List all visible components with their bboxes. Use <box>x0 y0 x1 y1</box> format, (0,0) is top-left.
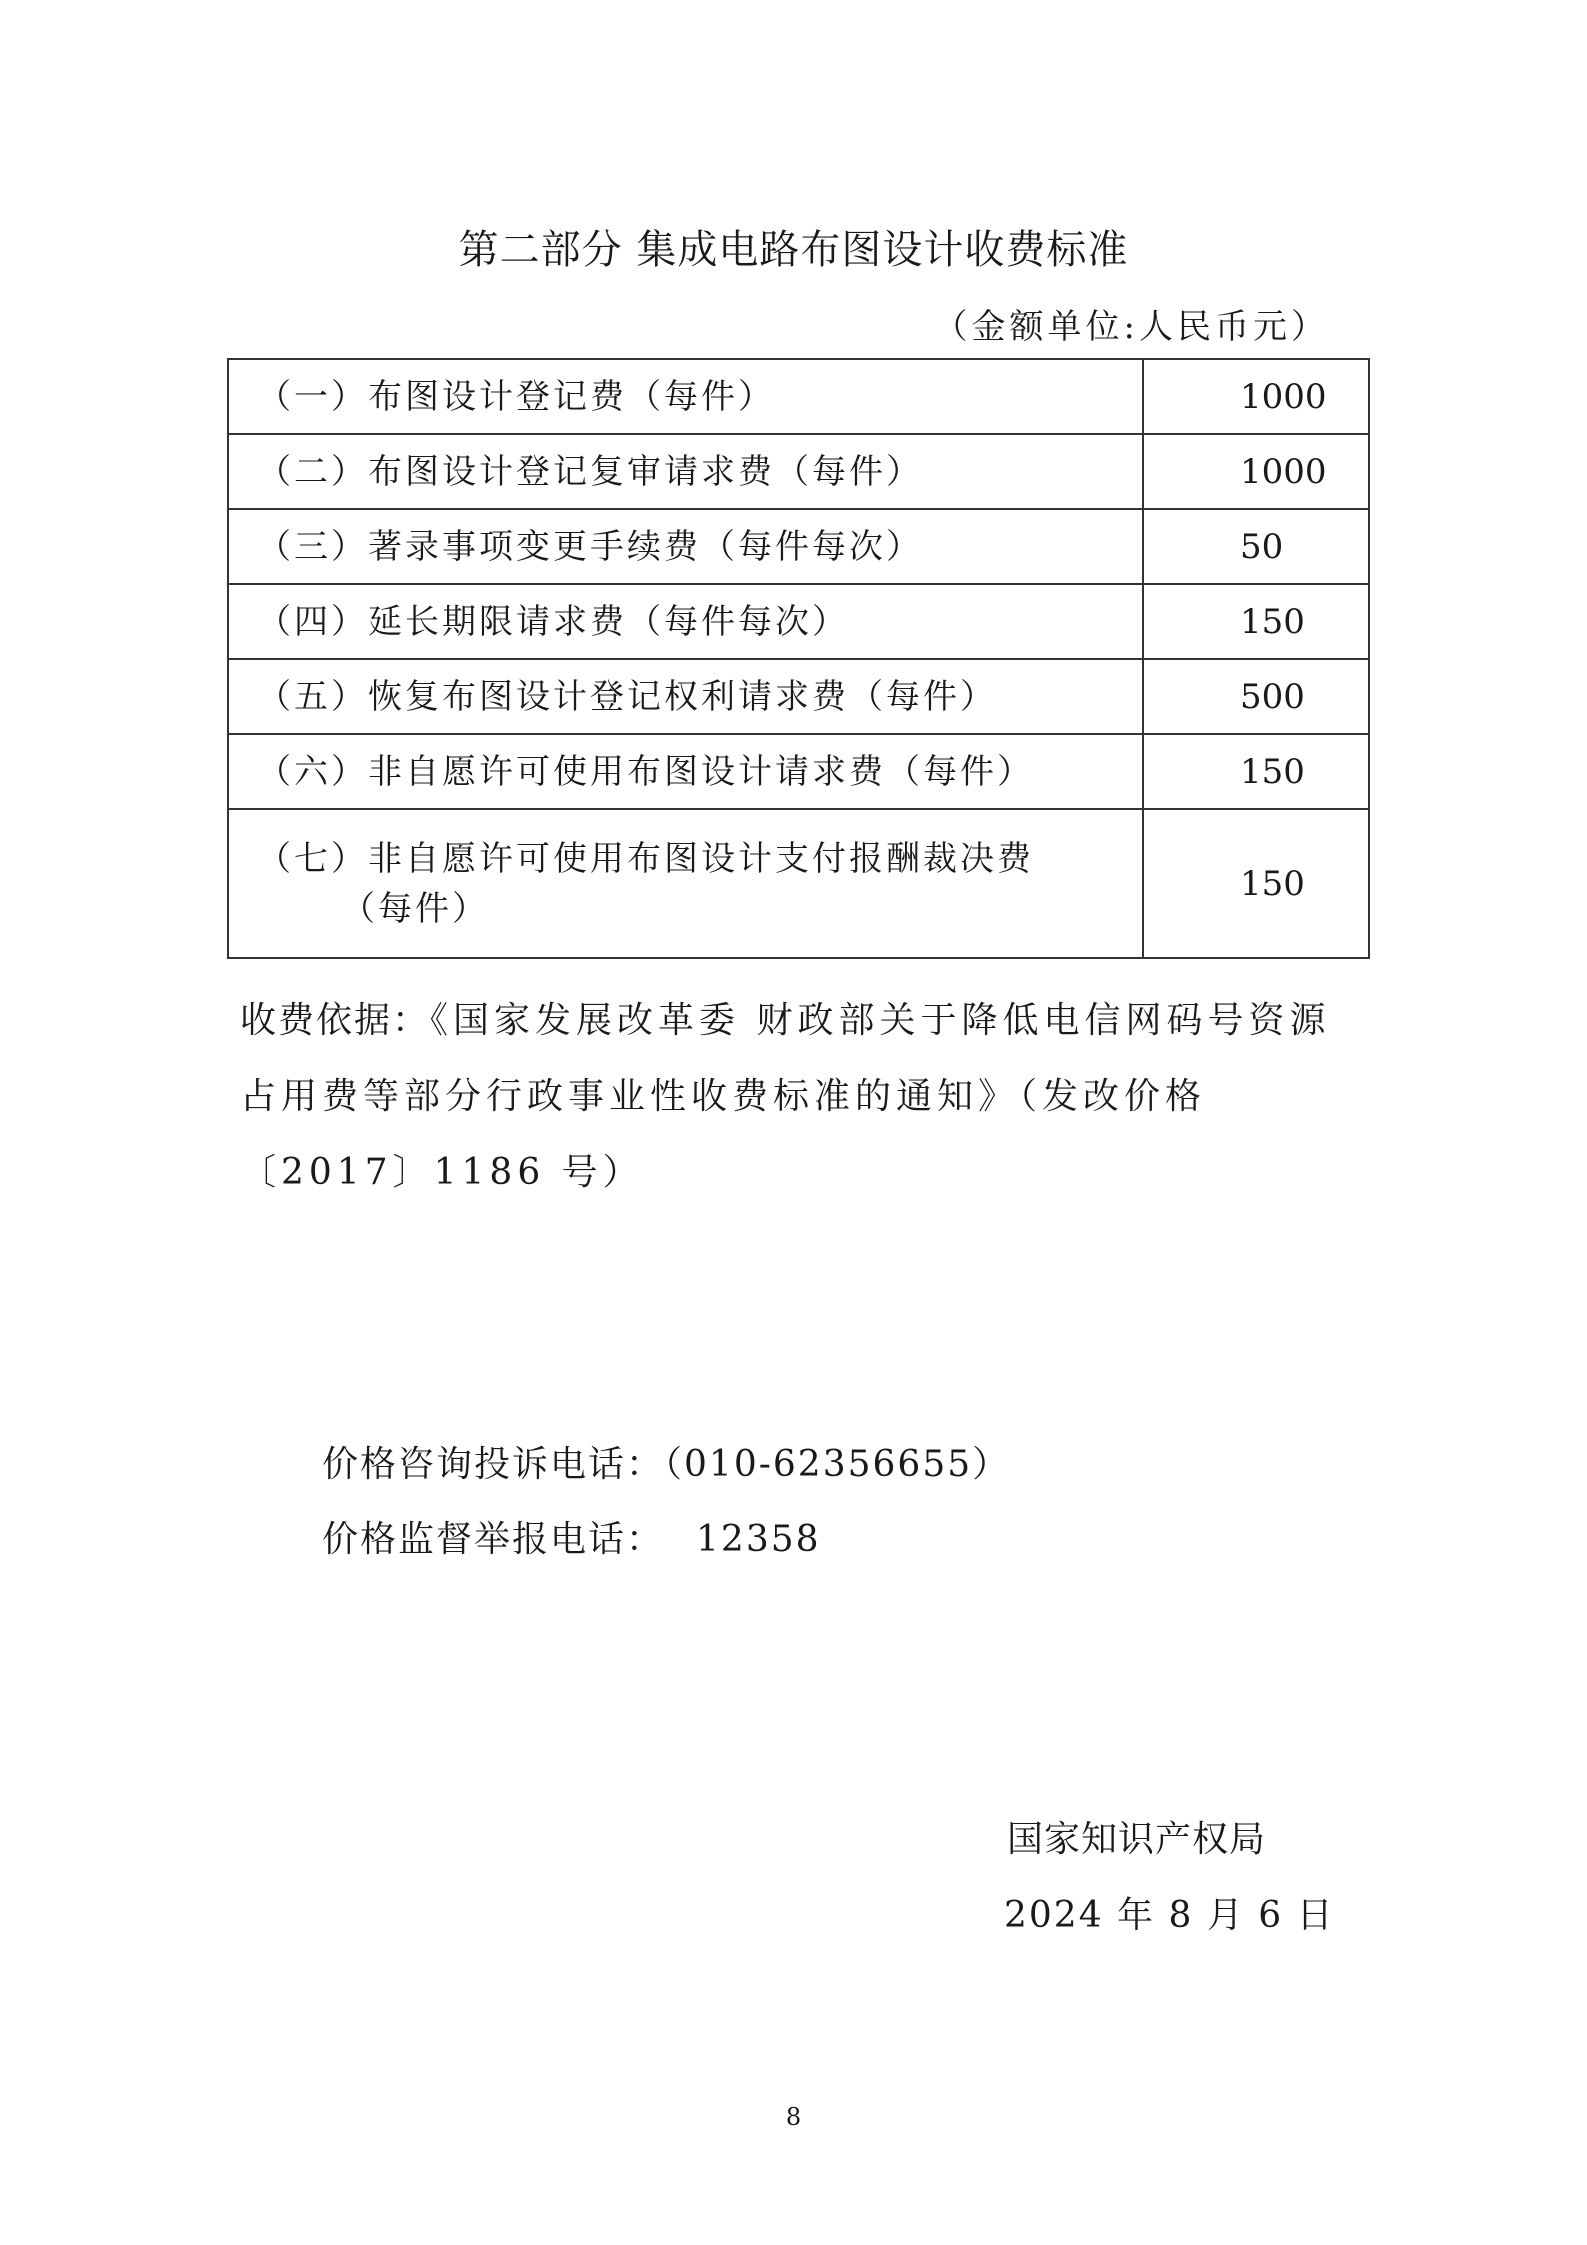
price-report-hotline <box>322 1515 821 1565</box>
table-row <box>228 734 1369 809</box>
price-report-label: 价格监督举报电话： <box>322 1519 665 1560</box>
price-consult-label: 价格咨询投诉电话： <box>322 1444 665 1485</box>
fee-item: （六）非自愿许可使用布图设计请求费（每件） <box>228 734 1143 809</box>
fee-basis-label: 收费依据： <box>240 1000 431 1041</box>
table-row <box>228 434 1369 509</box>
page-title: 第二部分 集成电路布图设计收费标准 <box>458 227 1129 273</box>
fee-item: （二）布图设计登记复审请求费（每件） <box>228 434 1143 509</box>
price-report-number: 12358 <box>696 1519 821 1560</box>
price-consult-number: （010-62356655） <box>664 1444 1011 1485</box>
page-number: 8 <box>785 2103 802 2131</box>
fee-basis <box>240 983 1360 1211</box>
issue-date: 2024 年 8 月 6 日 <box>1004 1895 1335 1936</box>
table-row <box>228 659 1369 734</box>
fee-item-line: （七）非自愿许可使用布图设计支付报酬裁决费 <box>257 838 1034 879</box>
table-row <box>228 584 1369 659</box>
table-row <box>228 509 1369 584</box>
table-row <box>228 809 1369 958</box>
fee-amount: 1000 <box>1143 359 1369 434</box>
table-row <box>228 359 1369 434</box>
fee-amount: 1000 <box>1143 434 1369 509</box>
price-consult-hotline <box>322 1440 1010 1490</box>
fee-item: （五）恢复布图设计登记权利请求费（每件） <box>228 659 1143 734</box>
fee-item: （三）著录事项变更手续费（每件每次） <box>228 509 1143 584</box>
currency-unit-note: （金额单位:人民币元） <box>933 307 1329 347</box>
fee-item-continuation: （每件） <box>341 888 489 929</box>
fee-table <box>227 358 1370 959</box>
fee-amount: 50 <box>1143 509 1369 584</box>
fee-item <box>228 809 1143 958</box>
fee-basis-text: 《国家发展改革委 财政部关于降低电信网码号资源占用费等部分行政事业性收费标准的通知》（发改价格〔2017〕1186 号） <box>240 1000 1331 1193</box>
fee-amount: 500 <box>1143 659 1369 734</box>
fee-amount: 150 <box>1143 584 1369 659</box>
issuing-authority: 国家知识产权局 <box>1007 1819 1267 1860</box>
fee-amount: 150 <box>1143 809 1369 958</box>
fee-item: （四）延长期限请求费（每件每次） <box>228 584 1143 659</box>
fee-amount: 150 <box>1143 734 1369 809</box>
fee-item: （一）布图设计登记费（每件） <box>228 359 1143 434</box>
